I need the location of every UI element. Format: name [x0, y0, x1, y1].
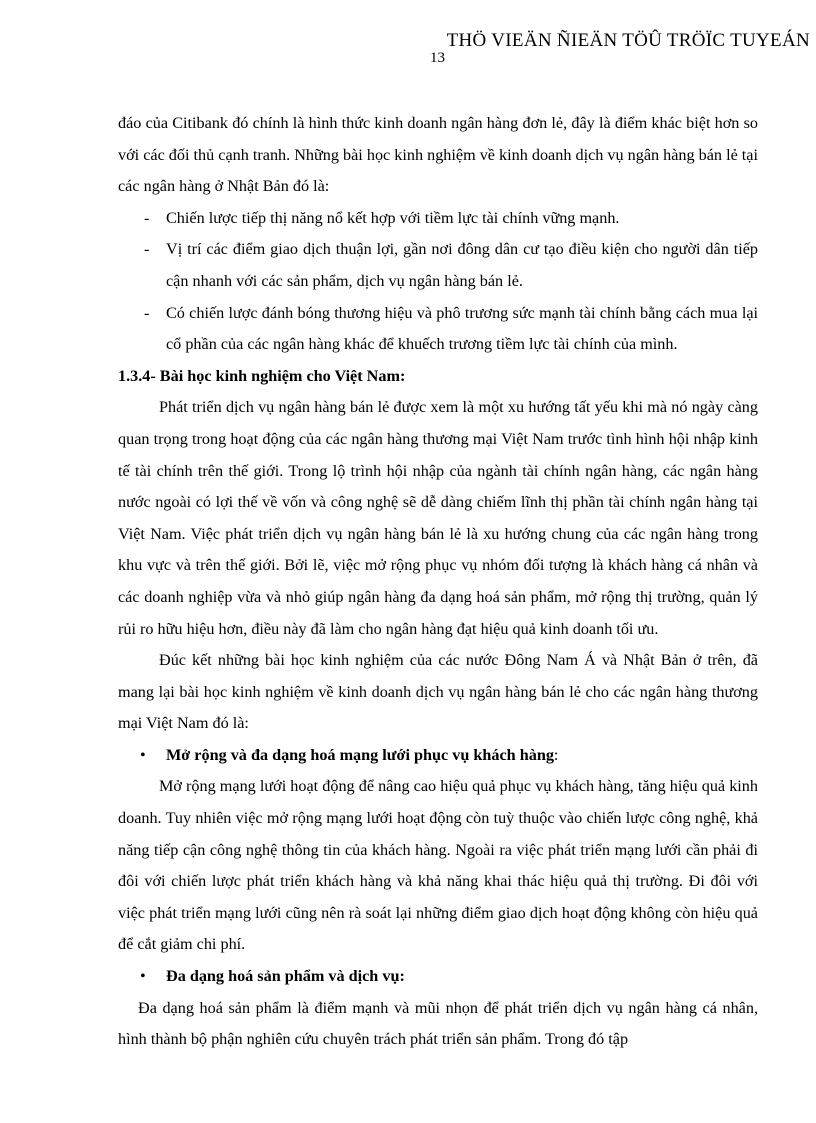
bullet-marker: • [140, 967, 146, 986]
paragraph-network: Mở rộng mạng lưới hoạt động để nâng cao hiệu quả phục vụ khách hàng, tăng hiệu quả kinh doanh. Tuy nhiên việc mở rộng mạng lưới hoạt động còn tuỳ thuộc vào chiến lược công nghệ, khả năng tiếp cận công nghệ thông tin của khách hàng. Ngoài ra việc phát triển mạng lưới cần phải đi đôi với chiến lược phát triển khách hàng và khả năng khai thác hiệu quả thị trường. Đi đôi với việc phát triển mạng lưới cũng nên rà soát lại những điểm giao dịch hoạt động không còn hiệu quả để cắt giảm chi phí. [118, 777, 758, 954]
bullet-marker: • [140, 745, 146, 764]
paragraph-development: Phát triển dịch vụ ngân hàng bán lẻ được xem là một xu hướng tất yếu khi mà nó ngày càng quan trọng trong hoạt động của các ngân hàng thương mại Việt Nam trước tình hình hội nhập kinh tế tài chính trên thế giới. Trong lộ trình hội nhập của ngành tài chính ngân hàng, các ngân hàng nước ngoài có lợi thế về vốn và công nghệ sẽ dễ dàng chiếm lĩnh thị phần tài chính ngân hàng tại Việt Nam. Việc phát triển dịch vụ ngân hàng bán lẻ là xu hướng chung của các ngân hàng trong khu vực và trên thế giới. Bởi lẽ, việc mở rộng phục vụ nhóm đối tượng là khách hàng cá nhân và các doanh nghiệp vừa và nhỏ giúp ngân hàng đa dạng hoá sản phẩm, mở rộng thị trường, quản lý rủi ro hữu hiệu hơn, điều này đã làm cho ngân hàng đạt hiệu quả kinh doanh tối ưu. [118, 398, 758, 638]
bullet-heading-products [118, 961, 758, 993]
bullet-heading-text: Đa dạng hoá sản phẩm và dịch vụ: [166, 967, 405, 986]
list-item-text: Chiến lược tiếp thị năng nổ kết hợp với tiềm lực tài chính vững mạnh. [166, 208, 620, 227]
library-header: THÖ VIEÄN ÑIEÄN TÖÛ TRÖÏC TUYEÁN [446, 30, 810, 51]
paragraph-intro: đáo của Citibank đó chính là hình thức kinh doanh ngân hàng đơn lẻ, đây là điểm khác biệt hơn so với các đối thủ cạnh tranh. Những bài học kinh nghiệm về kinh doanh dịch vụ ngân hàng bán lẻ tại các ngân hàng ở Nhật Bản đó là: [118, 114, 758, 196]
dash-marker: - [144, 208, 150, 227]
list-item [118, 234, 758, 297]
dash-marker: - [144, 303, 150, 322]
list-item [118, 203, 758, 235]
bullet-heading-network [118, 740, 758, 772]
list-item-text: Vị trí các điểm giao dịch thuận lợi, gần nơi đông dân cư tạo điều kiện cho người dân tiếp cận nhanh với các sản phẩm, dịch vụ ngân hàng bán lẻ. [166, 240, 758, 290]
dash-marker: - [144, 240, 150, 259]
list-item-text: Có chiến lược đánh bóng thương hiệu và phô trương sức mạnh tài chính bằng cách mua lại cổ phần của các ngân hàng khác để khuếch trương tiềm lực tài chính của mình. [166, 303, 758, 354]
page-number: 13 [430, 50, 445, 66]
list-item [118, 298, 758, 361]
document-body [118, 108, 758, 1056]
section-heading: 1.3.4- Bài học kinh nghiệm cho Việt Nam: [118, 366, 406, 385]
bullet-colon: : [553, 745, 559, 764]
paragraph-products: Đa dạng hoá sản phẩm là điểm mạnh và mũi nhọn để phát triển dịch vụ ngân hàng cá nhân, hình thành bộ phận nghiên cứu chuyên trách phát triển sản phẩm. Trong đó tập [118, 998, 758, 1049]
bullet-heading-text: Mở rộng và đa dạng hoá mạng lưới phục vụ khách hàng [166, 745, 554, 764]
paragraph-lessons: Đúc kết những bài học kinh nghiệm của các nước Đông Nam Á và Nhật Bản ở trên, đã mang lại bài học kinh nghiệm về kinh doanh dịch vụ ngân hàng bán lẻ cho các ngân hàng thương mại Việt Nam đó là: [118, 651, 758, 733]
